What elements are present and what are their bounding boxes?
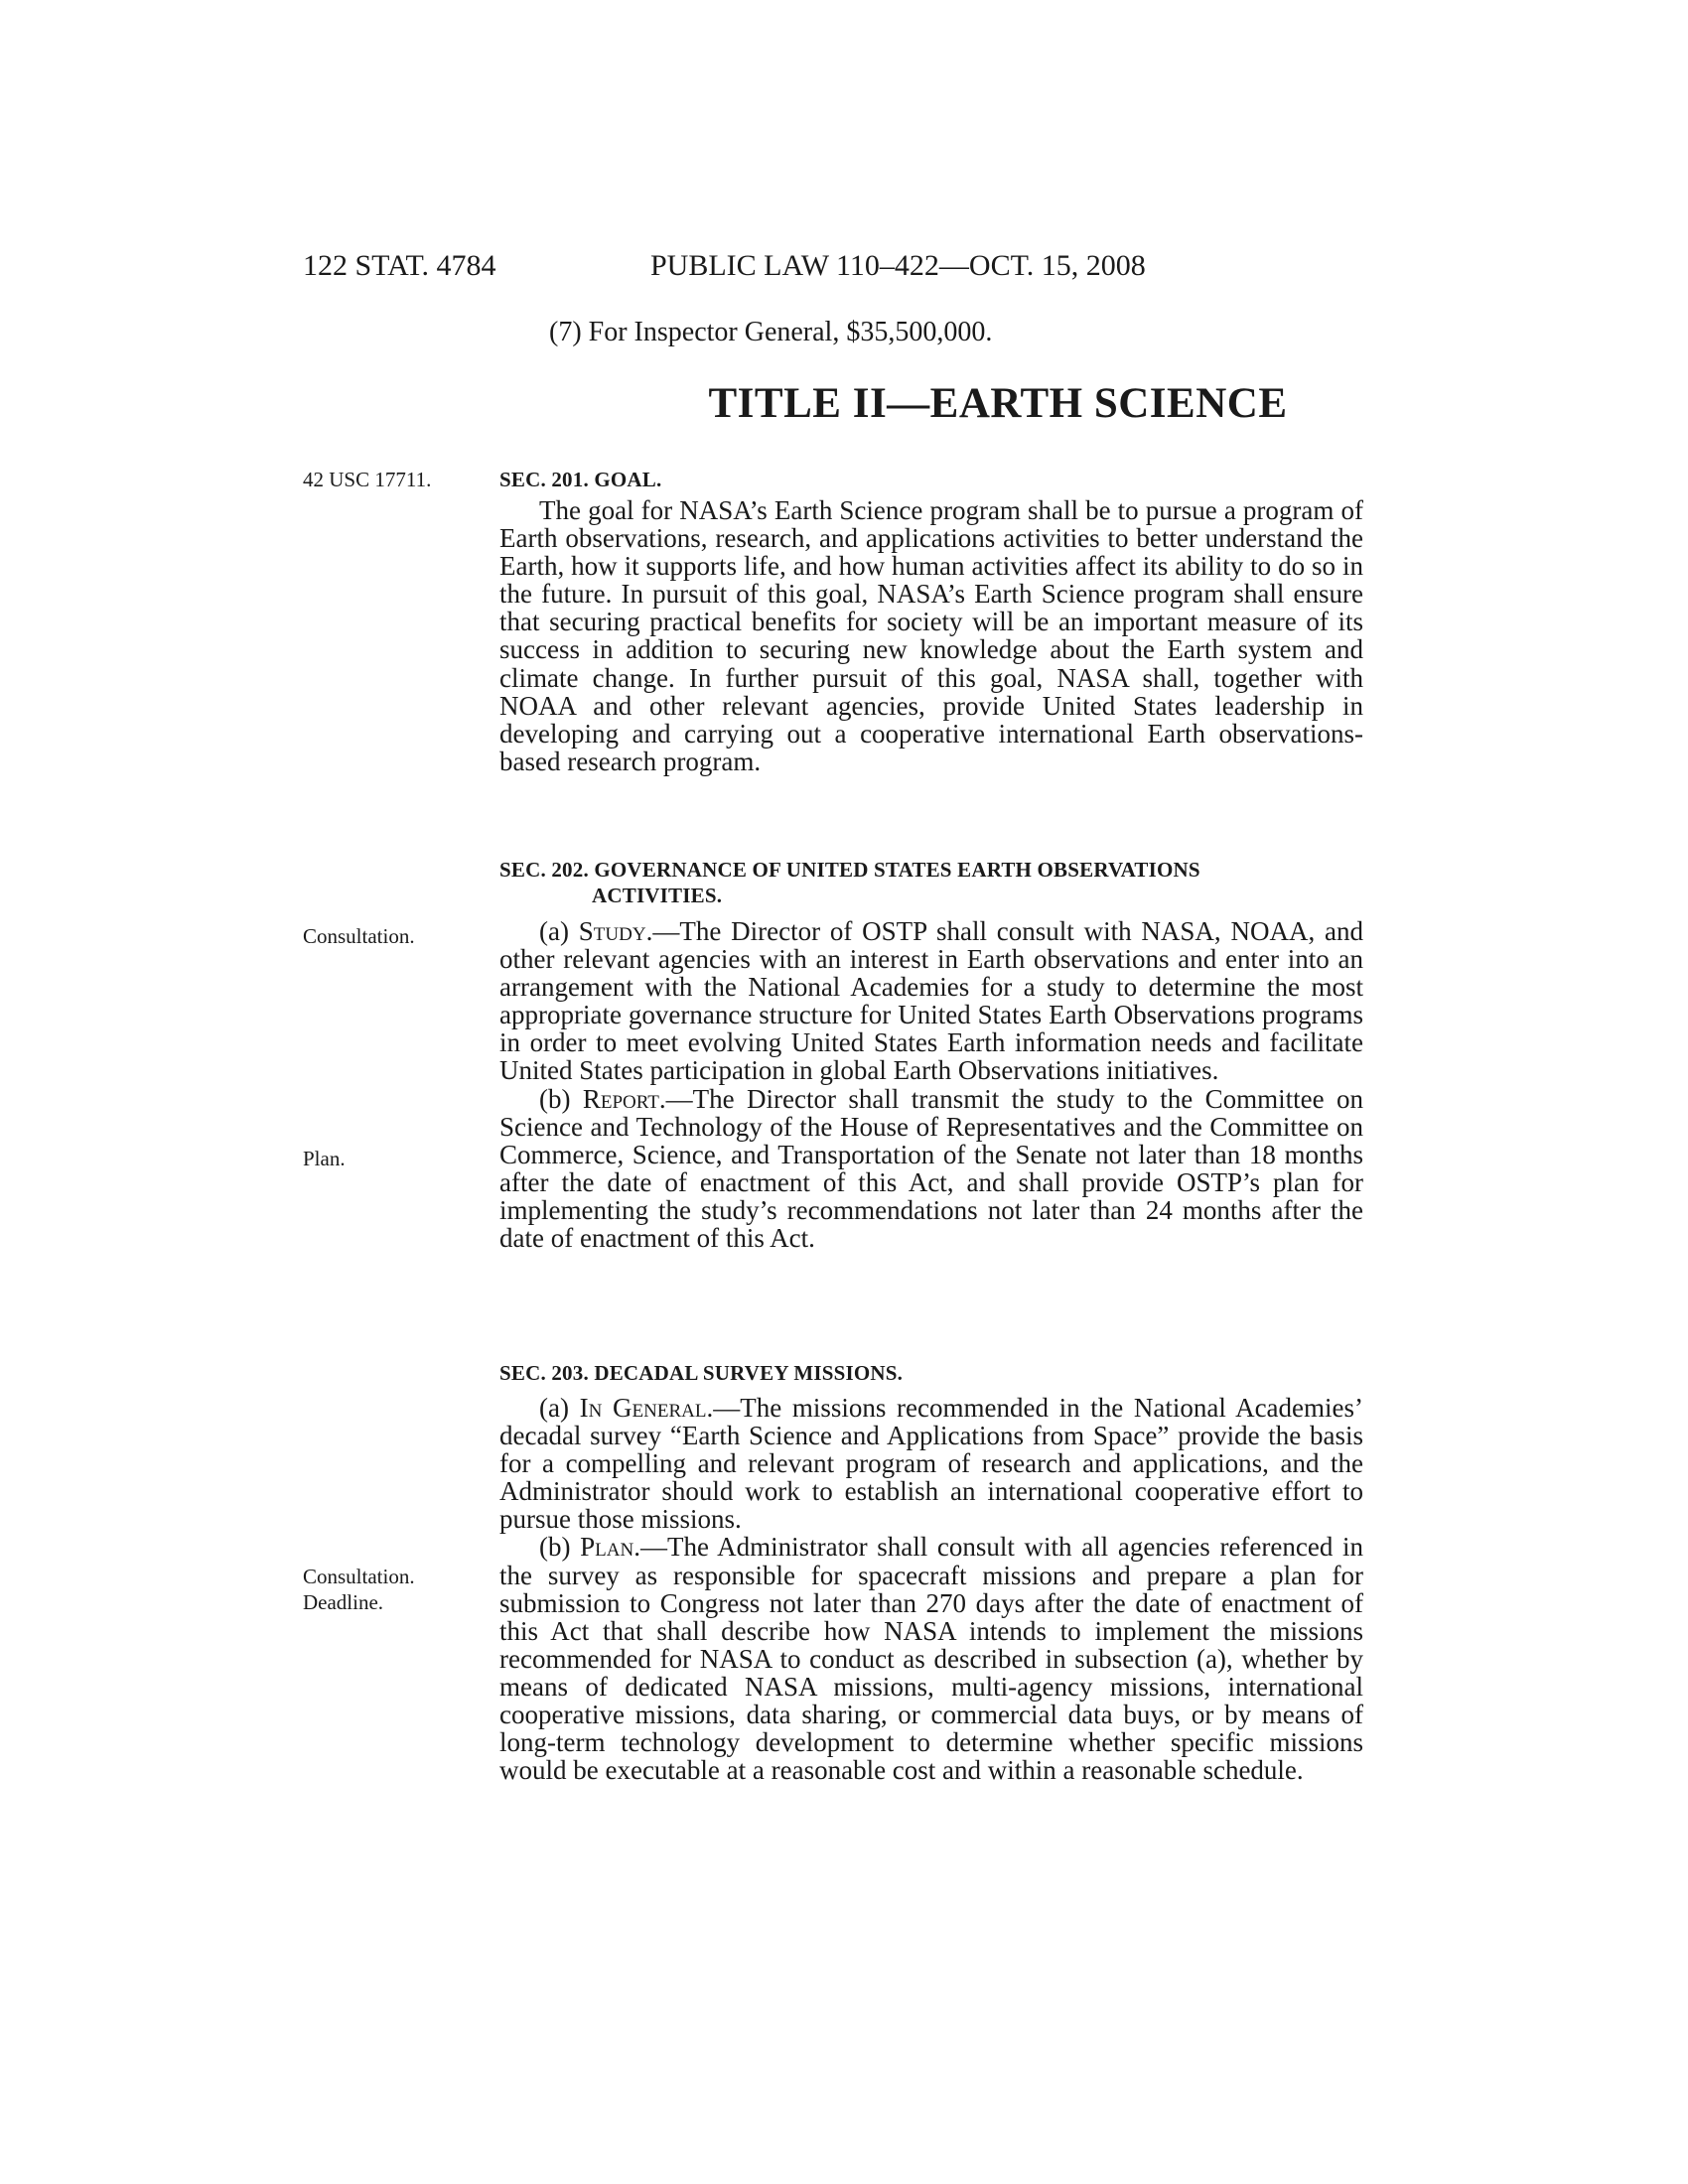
margin-note-consultation-2: Consultation.: [303, 1565, 415, 1588]
section-203-subsection-a: [499, 1394, 1363, 1533]
subsection-b-text: .—The Director shall transmit the study to the Committee on Science and Technology of the House of Representatives and the Committee on Commerce, Science, and Transportation of the Senate not later than 18 months after the date of enactment of this Act, and shall provide OSTP’s plan for implementing the study’s recommendations not later than 24 months after the date of enactment of this Act.: [499, 1083, 1363, 1254]
section-202-body: [499, 917, 1363, 1252]
section-201-paragraph: The goal for NASA’s Earth Science program shall be to pursue a program of Earth observations, research, and applications activities to better understand the Earth, how it supports life, and how human activities affect its ability to do so in the future. In pursuit of this goal, NASA’s Earth Science program shall ensure that securing practical benefits for society will be an important measure of its success in addition to securing new knowledge about the Earth system and climate change. In further pursuit of this goal, NASA shall, together with NOAA and other relevant agencies, provide United States leadership in developing and carrying out a cooperative international Earth observations-based research program.: [499, 495, 1363, 776]
section-202-subsection-a: [499, 917, 1363, 1085]
subsection-b-label: (b): [539, 1083, 583, 1114]
subsection-a-label: (a): [539, 916, 579, 946]
subsection-b-label: (b): [539, 1532, 581, 1563]
section-203-subsection-b: [499, 1533, 1363, 1784]
margin-note-deadline: Deadline.: [303, 1590, 384, 1614]
subsection-a-text: .—The Director of OSTP shall consult with NASA, NOAA, and other relevant agencies with an interest in Earth observations and enter into an arrangement with the National Academies for a study to determine the most appropriate governance structure for United States Earth Observations programs in order to meet evolving United States Earth information needs and facilitate United States participation in global Earth Observations initiatives.: [499, 916, 1364, 1086]
page-stat-citation: 122 STAT. 4784: [303, 249, 496, 282]
margin-note-consultation: Consultation.: [303, 924, 415, 948]
subsection-b-text: .—The Administrator shall consult with all agencies referenced in the survey as responsible for spacecraft missions and prepare a plan for submission to Congress not later than 270 days after the date of enactment of this Act that shall describe how NASA intends to implement the missions recommended for NASA to conduct as described in subsection (a), whether by means of dedicated NASA missions, multi-agency missions, international cooperative missions, data sharing, or commercial data buys, or by means of long-term technology development to determine whether specific missions would be executable at a reasonable cost and within a reasonable schedule.: [499, 1532, 1363, 1786]
subsection-a-label: (a): [539, 1393, 580, 1423]
public-law-citation: PUBLIC LAW 110–422—OCT. 15, 2008: [650, 249, 1146, 282]
appropriation-line: (7) For Inspector General, $35,500,000.: [549, 317, 993, 347]
section-203-heading: SEC. 203. DECADAL SURVEY MISSIONS.: [499, 1361, 904, 1385]
subsection-a-caption: Study: [578, 916, 646, 946]
section-203-body: [499, 1394, 1363, 1784]
title-heading: TITLE II—EARTH SCIENCE: [708, 380, 1288, 427]
subsection-a-caption: In General: [579, 1393, 707, 1423]
section-201-body: [499, 496, 1363, 775]
subsection-b-caption: Report: [582, 1083, 659, 1114]
margin-note-usc: 42 USC 17711.: [303, 468, 432, 491]
margin-note-plan: Plan.: [303, 1147, 346, 1170]
section-202-heading-line-2: ACTIVITIES.: [592, 884, 723, 907]
subsection-a-text: .—The missions recommended in the National Academies’ decadal survey “Earth Science and Applications from Space” provide the basis for a compelling and relevant program of research and applications, and the Administrator should work to establish an international cooperative effort to pursue those missions.: [499, 1393, 1363, 1535]
section-202-heading-line-1: SEC. 202. GOVERNANCE OF UNITED STATES EARTH OBSERVATIONS: [499, 858, 1200, 882]
section-202-heading: [499, 857, 1363, 908]
subsection-b-caption: Plan: [580, 1532, 634, 1563]
section-201-heading: SEC. 201. GOAL.: [499, 468, 662, 491]
section-202-subsection-b: [499, 1085, 1363, 1253]
